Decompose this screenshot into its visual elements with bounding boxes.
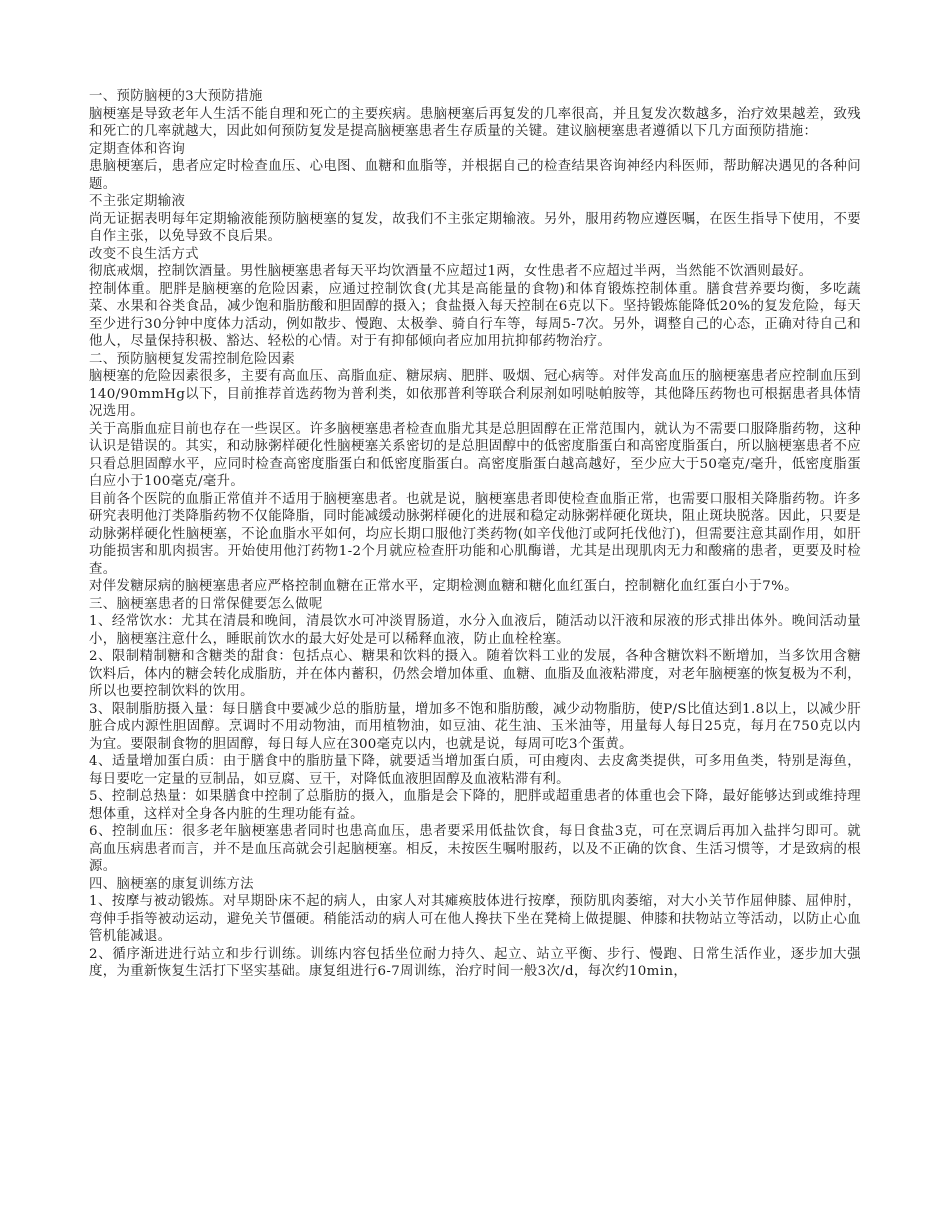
list-item-sugar: 2、限制精制糖和含糖类的甜食：包括点心、糖果和饮料的摄入。随着饮料工业的发展，各种含糖饮料不断增加，当多饮用含糖饮料后，体内的糖会转化成脂肪，并在体内蓄积，仍然会增加体重、血糖、血脂及血液粘滞度，对老年脑梗塞的恢复极为不利，所以也要控制饮料的饮用。: [89, 649, 861, 699]
list-item-blood-pressure: 6、控制血压：很多老年脑梗塞患者同时也患高血压，患者要采用低盐饮食，每日食盐3克，可在烹调后再加入盐拌匀即可。就高血压病患者而言，并不是血压高就会引起脑梗塞。相反，未按医生嘱咐服药，以及不正确的饮食、生活习惯等，才是致病的根源。: [89, 824, 861, 874]
paragraph-diabetes: 对伴发糖尿病的脑梗塞患者应严格控制血糖在正常水平，定期检测血糖和糖化血红蛋白，控制糖化血红蛋白小于7%。: [89, 579, 798, 594]
paragraph-checkup: 患脑梗塞后，患者应定时检查血压、心电图、血糖和血脂等，并根据自己的检查结果咨询神经内科医师，帮助解决遇见的各种问题。: [89, 159, 861, 192]
list-item-calories: 5、控制总热量：如果膳食中控制了总脂肪的摄入，血脂是会下降的，肥胖或超重患者的体重也会下降，最好能够达到或维持理想体重，这样对全身各内脏的生理功能有益。: [89, 789, 861, 822]
paragraph-weight: 控制体重。肥胖是脑梗塞的危险因素，应通过控制饮食(尤其是高能量的食物)和体育锻炼控制体重。膳食营养要均衡，多吃蔬菜、水果和谷类食品，减少饱和脂肪酸和胆固醇的摄入；食盐摄入每天控制在6克以下。坚持锻炼能降低20%的复发危险，每天至少进行30分钟中度体力活动，例如散步、慢跑、太极拳、骑自行车等，每周5-7次。另外，调整自己的心态，正确对待自己和他人，尽量保持积极、豁达、轻松的心情。对于有抑郁倾向者应加用抗抑郁药物治疗。: [89, 281, 861, 349]
paragraph-infusion: 尚无证据表明每年定期输液能预防脑梗塞的复发，故我们不主张定期输液。另外，服用药物应遵医嘱，在医生指导下使用，不要自作主张，以免导致不良后果。: [89, 211, 861, 244]
section-heading-2: 二、预防脑梗复发需控制危险因素: [89, 351, 296, 367]
paragraph-risk-factors: 脑梗塞的危险因素很多，主要有高血压、高脂血症、糖尿病、肥胖、吸烟、冠心病等。对伴发高血压的脑梗塞患者应控制血压到140/90mmHg以下，目前推荐首选药物为普利类，如依那普利等联合利尿剂如吲哒帕胺等，其他降压药物也可根据患者具体情况选用。: [89, 369, 861, 419]
section-heading-1: 一、预防脑梗的3大预防措施: [89, 89, 263, 104]
subheading-lifestyle: 改变不良生活方式: [89, 246, 199, 262]
section-heading-4: 四、脑梗塞的康复训练方法: [89, 876, 254, 892]
section-heading-3: 三、脑梗塞患者的日常保健要怎么做呢: [89, 596, 323, 612]
paragraph-smoking: 彻底戒烟，控制饮酒量。男性脑梗塞患者每天平均饮酒量不应超过1两，女性患者不应超过半两，当然能不饮酒则最好。: [89, 264, 813, 279]
list-item-walking-training: 2、循序渐进进行站立和步行训练。训练内容包括坐位耐力持久、起立、站立平衡、步行、慢跑、日常生活作业，逐步加大强度，为重新恢复生活打下坚实基础。康复组进行6-7周训练，治疗时间一般3次/d，每次约10min，: [89, 946, 861, 979]
paragraph-statins: 目前各个医院的血脂正常值并不适用于脑梗塞患者。也就是说，脑梗塞患者即使检查血脂正常，也需要口服相关降脂药物。许多研究表明他汀类降脂药物不仅能降脂，同时能减缓动脉粥样硬化的进展和稳定动脉粥样硬化斑块，阻止斑块脱落。因此，只要是动脉粥样硬化性脑梗塞，不论血脂水平如何，均应长期口服他汀类药物(如辛伐他汀或阿托伐他汀)，但需要注意其副作用，如肝功能损害和肌肉损害。开始使用他汀药物1-2个月就应检查肝功能和心肌酶谱，尤其是出现肌肉无力和酸痛的患者，更要及时检查。: [89, 491, 861, 577]
document-body: [89, 88, 861, 981]
list-item-water: 1、经常饮水：尤其在清晨和晚间，清晨饮水可冲淡胃肠道，水分入血液后，随活动以汗液和尿液的形式排出体外。晚间活动量小，脑梗塞注意什么，睡眠前饮水的最大好处是可以稀释血液，防止血栓栓塞。: [89, 614, 861, 647]
paragraph-hyperlipidemia: 关于高脂血症目前也存在一些误区。许多脑梗塞患者检查血脂尤其是总胆固醇在正常范围内，就认为不需要口服降脂药物，这种认识是错误的。其实，和动脉粥样硬化性脑梗塞关系密切的是总胆固醇中的低密度脂蛋白和高密度脂蛋白，所以脑梗塞患者不应只看总胆固醇水平，应同时检查高密度脂蛋白和低密度脂蛋白。高密度脂蛋白越高越好，至少应大于50毫克/毫升，低密度脂蛋白应小于100毫克/毫升。: [89, 421, 861, 489]
list-item-protein: 4、适量增加蛋白质：由于膳食中的脂肪量下降，就要适当增加蛋白质，可由瘦肉、去皮禽类提供，可多用鱼类，特别是海鱼，每日要吃一定量的豆制品，如豆腐、豆干，对降低血液胆固醇及血液粘滞有利。: [89, 754, 861, 787]
paragraph-intro: 脑梗塞是导致老年人生活不能自理和死亡的主要疾病。患脑梗塞后再复发的几率很高，并且复发次数越多，治疗效果越差，致残和死亡的几率就越大，因此如何预防复发是提高脑梗塞患者生存质量的关键。建议脑梗塞患者遵循以下几方面预防措施：: [89, 106, 861, 139]
subheading-infusion: 不主张定期输液: [89, 194, 186, 209]
list-item-massage: 1、按摩与被动锻炼。对早期卧床不起的病人，由家人对其瘫痪肢体进行按摩，预防肌肉萎缩，对大小关节作屈伸膝、屈伸肘，弯伸手指等被动运动，避免关节僵硬。稍能活动的病人可在他人搀扶下坐在凳椅上做提腿、伸膝和扶物站立等活动，以防止心血管机能减退。: [89, 894, 861, 944]
list-item-fat: 3、限制脂肪摄入量：每日膳食中要减少总的脂肪量，增加多不饱和脂肪酸，减少动物脂肪，使P/S比值达到1.8以上，以减少肝脏合成内源性胆固醇。烹调时不用动物油，而用植物油，如豆油、花生油、玉米油等，用量每人每日25克，每月在750克以内为宜。要限制食物的胆固醇，每日每人应在300毫克以内，也就是说，每周可吃3个蛋黄。: [89, 701, 861, 752]
subheading-checkup: 定期查体和咨询: [89, 141, 186, 157]
